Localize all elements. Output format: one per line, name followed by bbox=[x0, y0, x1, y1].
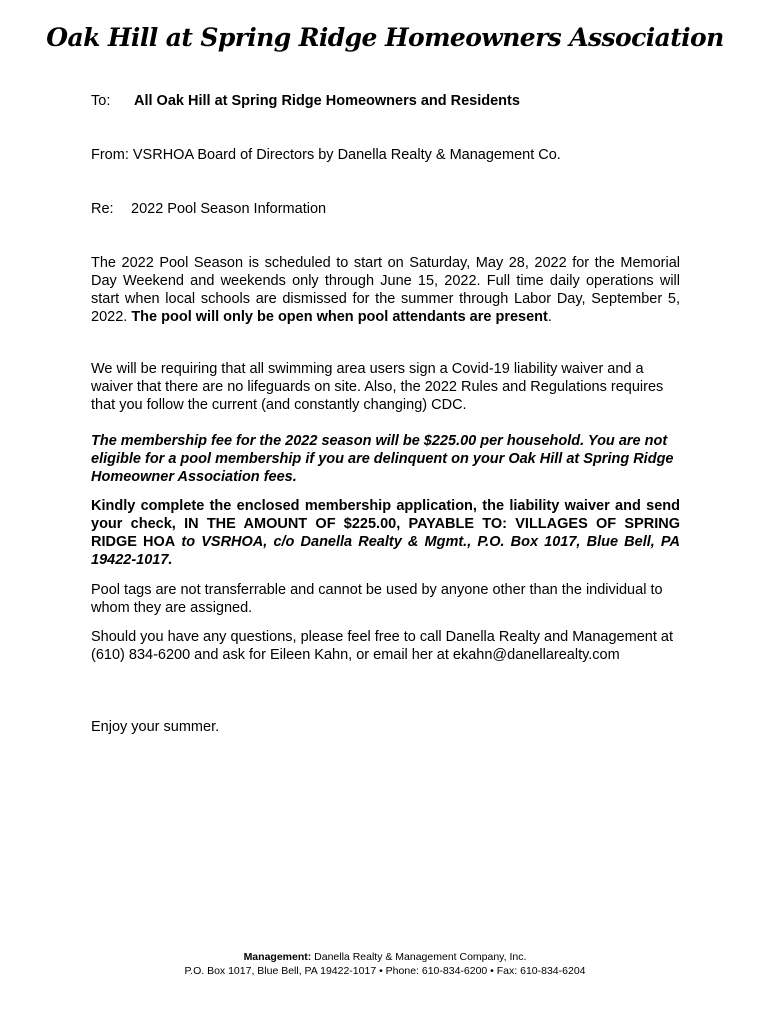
contact-paragraph: Should you have any questions, please feel free to call Danella Realty and Management at (610) 834-6200 and ask for Eileen Kahn, or email her at ekahn@danellarealty.com bbox=[91, 629, 673, 663]
payment-address: to VSRHOA, c/o Danella Realty & Mgmt., P.O. Box 1017, Blue Bell, PA 19422-1017. bbox=[91, 534, 680, 568]
attendant-notice: The pool will only be open when pool attendants are present bbox=[131, 309, 548, 325]
to-line bbox=[91, 92, 691, 110]
to-label: To: bbox=[91, 93, 111, 109]
re-label: Re: bbox=[91, 201, 114, 217]
footer-management-label: Management: bbox=[243, 951, 312, 963]
season-schedule-end: . bbox=[547, 309, 552, 325]
re-line bbox=[91, 200, 691, 218]
season-schedule-text: The 2022 Pool Season is scheduled to start on Saturday, May 28, 2022 for the Memorial Day Weekend and weekends only through June 15, 2022. Full time daily operations will start when local schools are dismissed for the summer through Labor Day, September 5, 2022. bbox=[91, 255, 680, 325]
payment-instructions-bold: Kindly complete the enclosed membership application, the liability waiver and send your check, IN THE AMOUNT OF $225.00, PAYABLE TO: VILLAGES OF SPRING RIDGE HOA bbox=[91, 498, 680, 550]
letterhead-title: Oak Hill at Spring Ridge Homeowners Association bbox=[46, 23, 724, 52]
from-line: From: VSRHOA Board of Directors by Danella Realty & Management Co. bbox=[91, 147, 561, 163]
waiver-paragraph: We will be requiring that all swimming area users sign a Covid-19 liability waiver and a waiver that there are no lifeguards on site. Also, the 2022 Rules and Regulations requires that you follow the current (and constantly changing) CDC. bbox=[91, 361, 664, 413]
footer-address-line: P.O. Box 1017, Blue Bell, PA 19422-1017 • Phone: 610-834-6200 • Fax: 610-834-6204 bbox=[184, 965, 586, 977]
footer bbox=[0, 950, 770, 978]
payment-instructions-paragraph bbox=[91, 497, 680, 569]
closing-line: Enjoy your summer. bbox=[91, 719, 220, 735]
pool-tags-paragraph: Pool tags are not transferrable and cannot be used by anyone other than the individual to whom they are assigned. bbox=[91, 582, 663, 616]
membership-fee-paragraph: The membership fee for the 2022 season will be $225.00 per household. You are not eligible for a pool membership if you are delinquent on your Oak Hill at Spring Ridge Homeowner Association fees. bbox=[91, 433, 674, 485]
footer-company-line bbox=[0, 950, 770, 964]
season-schedule-paragraph bbox=[91, 254, 680, 326]
to-recipients: All Oak Hill at Spring Ridge Homeowners and Residents bbox=[134, 93, 520, 109]
re-subject: 2022 Pool Season Information bbox=[131, 201, 327, 217]
footer-company-name: Danella Realty & Management Company, Inc. bbox=[311, 951, 527, 963]
